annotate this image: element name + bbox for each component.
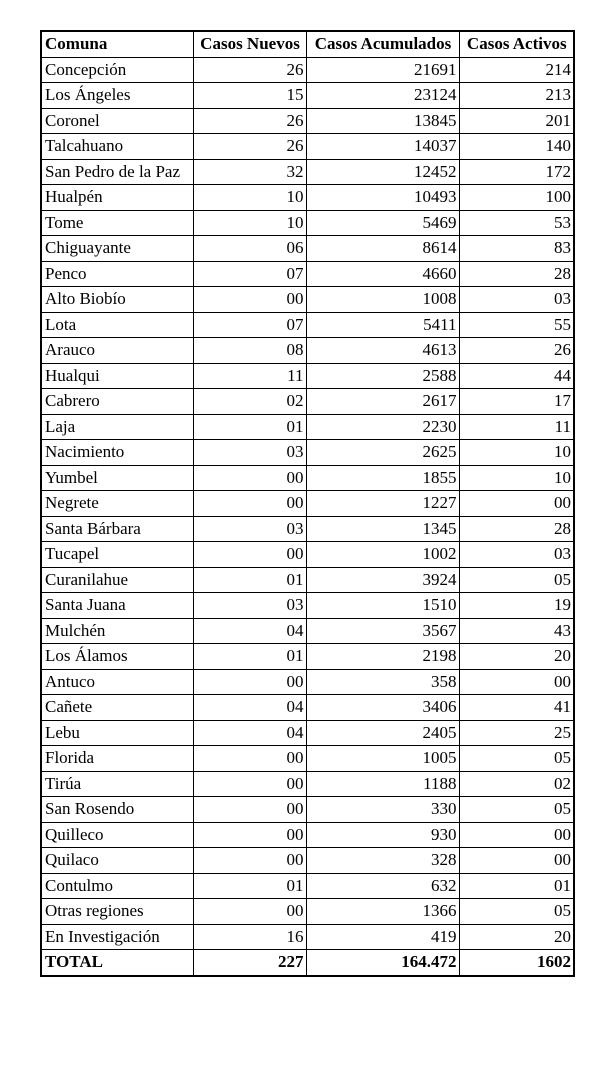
cell-casos-nuevos: 08 [193,338,306,364]
table-row [41,108,574,134]
table-row [41,644,574,670]
table-row [41,57,574,83]
cell-casos-activos: 201 [459,108,574,134]
cell-comuna: Florida [41,746,193,772]
cell-casos-acumulados: 2588 [306,363,459,389]
cell-casos-nuevos: 06 [193,236,306,262]
cell-casos-activos: 03 [459,542,574,568]
cell-casos-acumulados: 10493 [306,185,459,211]
cell-casos-activos: 25 [459,720,574,746]
cell-casos-acumulados: 3567 [306,618,459,644]
cell-casos-nuevos: 32 [193,159,306,185]
cell-casos-nuevos: 11 [193,363,306,389]
table-row [41,465,574,491]
cell-comuna: Los Ángeles [41,83,193,109]
total-row [41,950,574,976]
cell-casos-nuevos: 00 [193,491,306,517]
cell-comuna: En Investigación [41,924,193,950]
cell-comuna: Nacimiento [41,440,193,466]
header-comuna: Comuna [41,31,193,57]
table-row [41,210,574,236]
cell-casos-nuevos: 07 [193,312,306,338]
cell-casos-acumulados: 5469 [306,210,459,236]
cell-casos-activos: 02 [459,771,574,797]
cell-casos-nuevos: 04 [193,720,306,746]
cell-comuna: Arauco [41,338,193,364]
cell-comuna: Tirúa [41,771,193,797]
cell-casos-acumulados: 358 [306,669,459,695]
table-row [41,542,574,568]
cell-comuna: San Pedro de la Paz [41,159,193,185]
cell-comuna: San Rosendo [41,797,193,823]
total-casos-acumulados: 164.472 [306,950,459,976]
table-row [41,771,574,797]
table-row [41,287,574,313]
cell-casos-nuevos: 00 [193,746,306,772]
table-row [41,440,574,466]
cell-comuna: Hualqui [41,363,193,389]
cell-casos-activos: 11 [459,414,574,440]
cell-casos-acumulados: 1366 [306,899,459,925]
cell-casos-acumulados: 419 [306,924,459,950]
table-row [41,236,574,262]
table-row [41,261,574,287]
cell-comuna: Hualpén [41,185,193,211]
cell-casos-acumulados: 2198 [306,644,459,670]
cell-casos-nuevos: 26 [193,57,306,83]
cell-comuna: Cañete [41,695,193,721]
cell-comuna: Cabrero [41,389,193,415]
cell-casos-nuevos: 01 [193,414,306,440]
cell-casos-nuevos: 04 [193,618,306,644]
cell-comuna: Mulchén [41,618,193,644]
cell-casos-acumulados: 23124 [306,83,459,109]
table-row [41,720,574,746]
cell-casos-activos: 05 [459,899,574,925]
cell-comuna: Coronel [41,108,193,134]
header-row [41,31,574,57]
cell-casos-acumulados: 1855 [306,465,459,491]
cell-casos-acumulados: 1227 [306,491,459,517]
cell-comuna: Lota [41,312,193,338]
cell-comuna: Yumbel [41,465,193,491]
cell-casos-acumulados: 2617 [306,389,459,415]
cell-casos-nuevos: 10 [193,210,306,236]
table-row [41,491,574,517]
cell-casos-activos: 100 [459,185,574,211]
cell-comuna: Quilleco [41,822,193,848]
cell-casos-activos: 43 [459,618,574,644]
cell-casos-acumulados: 632 [306,873,459,899]
table-row [41,593,574,619]
table-body [41,57,574,950]
cell-casos-nuevos: 00 [193,797,306,823]
cell-casos-nuevos: 15 [193,83,306,109]
cell-casos-nuevos: 01 [193,567,306,593]
cell-casos-nuevos: 26 [193,108,306,134]
cell-casos-activos: 41 [459,695,574,721]
cell-comuna: Negrete [41,491,193,517]
cell-casos-activos: 55 [459,312,574,338]
table-row [41,746,574,772]
table-row [41,134,574,160]
cell-casos-nuevos: 03 [193,593,306,619]
cell-comuna: Penco [41,261,193,287]
cell-casos-acumulados: 4613 [306,338,459,364]
cell-comuna: Lebu [41,720,193,746]
cell-casos-acumulados: 5411 [306,312,459,338]
cell-casos-activos: 213 [459,83,574,109]
cell-casos-nuevos: 26 [193,134,306,160]
cell-casos-nuevos: 03 [193,440,306,466]
cell-comuna: Tucapel [41,542,193,568]
total-label: TOTAL [41,950,193,976]
total-casos-nuevos: 227 [193,950,306,976]
cell-casos-acumulados: 2230 [306,414,459,440]
cell-casos-activos: 03 [459,287,574,313]
cell-casos-nuevos: 00 [193,822,306,848]
cell-casos-nuevos: 10 [193,185,306,211]
cell-casos-nuevos: 00 [193,542,306,568]
total-casos-activos: 1602 [459,950,574,976]
cell-casos-acumulados: 1005 [306,746,459,772]
cell-casos-nuevos: 03 [193,516,306,542]
cell-casos-activos: 53 [459,210,574,236]
cell-casos-acumulados: 1510 [306,593,459,619]
cell-casos-acumulados: 330 [306,797,459,823]
table-row [41,185,574,211]
cell-comuna: Antuco [41,669,193,695]
table-row [41,899,574,925]
cell-casos-activos: 00 [459,669,574,695]
cell-casos-acumulados: 12452 [306,159,459,185]
cell-comuna: Alto Biobío [41,287,193,313]
cell-casos-activos: 05 [459,746,574,772]
cell-casos-acumulados: 1188 [306,771,459,797]
cell-casos-activos: 10 [459,440,574,466]
cell-casos-activos: 28 [459,516,574,542]
cell-comuna: Los Álamos [41,644,193,670]
cell-casos-activos: 17 [459,389,574,415]
cell-casos-acumulados: 2625 [306,440,459,466]
table-row [41,618,574,644]
cell-casos-activos: 05 [459,797,574,823]
cell-casos-acumulados: 14037 [306,134,459,160]
cell-casos-activos: 00 [459,822,574,848]
cell-casos-activos: 20 [459,924,574,950]
table-row [41,822,574,848]
table-row [41,389,574,415]
cell-comuna: Tome [41,210,193,236]
cell-casos-nuevos: 04 [193,695,306,721]
cell-casos-acumulados: 930 [306,822,459,848]
cell-comuna: Talcahuano [41,134,193,160]
table-row [41,924,574,950]
table-row [41,414,574,440]
cell-comuna: Otras regiones [41,899,193,925]
cell-casos-acumulados: 1002 [306,542,459,568]
cell-casos-activos: 01 [459,873,574,899]
cell-casos-acumulados: 3406 [306,695,459,721]
cell-casos-acumulados: 13845 [306,108,459,134]
cell-comuna: Laja [41,414,193,440]
cell-casos-activos: 26 [459,338,574,364]
table-row [41,695,574,721]
cell-casos-activos: 10 [459,465,574,491]
cell-comuna: Contulmo [41,873,193,899]
cell-casos-acumulados: 4660 [306,261,459,287]
cell-casos-nuevos: 00 [193,287,306,313]
cell-casos-activos: 28 [459,261,574,287]
cell-casos-acumulados: 2405 [306,720,459,746]
cell-comuna: Santa Juana [41,593,193,619]
cell-casos-activos: 20 [459,644,574,670]
cell-comuna: Quilaco [41,848,193,874]
cell-casos-activos: 140 [459,134,574,160]
cell-casos-activos: 19 [459,593,574,619]
cell-casos-acumulados: 1345 [306,516,459,542]
cell-comuna: Curanilahue [41,567,193,593]
cell-casos-activos: 00 [459,491,574,517]
table-row [41,567,574,593]
table-row [41,516,574,542]
table-row [41,83,574,109]
cell-casos-nuevos: 02 [193,389,306,415]
table-row [41,873,574,899]
cell-casos-acumulados: 8614 [306,236,459,262]
cases-table-container [40,30,575,977]
header-casos-activos: Casos Activos [459,31,574,57]
cell-casos-activos: 00 [459,848,574,874]
cell-casos-nuevos: 00 [193,848,306,874]
header-casos-acumulados: Casos Acumulados [306,31,459,57]
cell-casos-activos: 44 [459,363,574,389]
cell-comuna: Santa Bárbara [41,516,193,542]
cell-casos-nuevos: 00 [193,669,306,695]
cell-casos-activos: 83 [459,236,574,262]
cell-casos-acumulados: 328 [306,848,459,874]
cases-table [40,30,575,977]
table-row [41,363,574,389]
cell-casos-nuevos: 01 [193,644,306,670]
table-row [41,669,574,695]
table-row [41,338,574,364]
cell-casos-activos: 214 [459,57,574,83]
cell-casos-acumulados: 21691 [306,57,459,83]
table-row [41,797,574,823]
cell-comuna: Concepción [41,57,193,83]
cell-casos-nuevos: 00 [193,899,306,925]
cell-casos-nuevos: 00 [193,771,306,797]
cell-casos-nuevos: 00 [193,465,306,491]
table-row [41,159,574,185]
header-casos-nuevos: Casos Nuevos [193,31,306,57]
cell-casos-activos: 05 [459,567,574,593]
cell-casos-nuevos: 07 [193,261,306,287]
cell-casos-acumulados: 3924 [306,567,459,593]
cell-casos-activos: 172 [459,159,574,185]
table-row [41,312,574,338]
cell-casos-nuevos: 01 [193,873,306,899]
cell-casos-acumulados: 1008 [306,287,459,313]
table-row [41,848,574,874]
cell-casos-nuevos: 16 [193,924,306,950]
cell-comuna: Chiguayante [41,236,193,262]
